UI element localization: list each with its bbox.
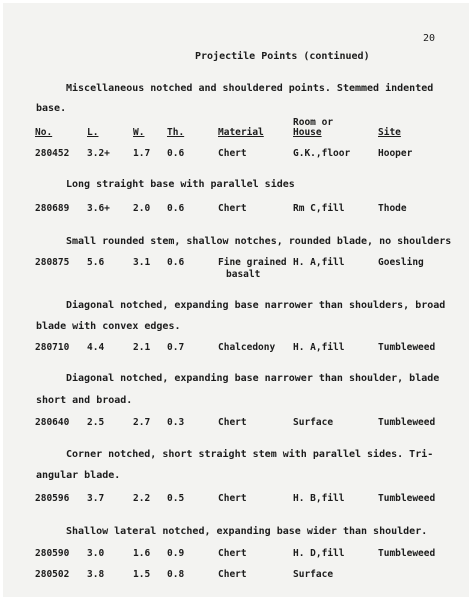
table-row-2-length: 5.6 <box>87 257 105 268</box>
table-row-2-material: Fine grained <box>218 257 287 268</box>
description-4-line-2: short and broad. <box>36 395 133 406</box>
description-4-line-1: Diagonal notched, expanding base narrower than shoulder, blade <box>66 373 440 384</box>
description-6-line-1: Shallow lateral notched, expanding base wider than shoulder. <box>66 526 428 537</box>
table-row-3-material: Chalcedony <box>218 342 276 353</box>
table-row-1-room: Rm C,fill <box>293 203 345 214</box>
table-row-2-site: Goesling <box>378 257 424 268</box>
description-5-line-2: angular blade. <box>36 470 121 481</box>
table-row-1-thickness: 0.6 <box>167 203 185 214</box>
table-row-3-room: H. A,fill <box>293 342 345 353</box>
table-row-5-length: 3.7 <box>87 493 105 504</box>
header-material: Material <box>218 127 264 138</box>
table-row-5-width: 2.2 <box>133 493 151 504</box>
table-row-1-width: 2.0 <box>133 203 151 214</box>
table-row-4-site: Tumbleweed <box>378 417 436 428</box>
table-row-2-thickness: 0.6 <box>167 257 185 268</box>
table-row-7-material: Chert <box>218 569 247 580</box>
table-row-1-site: Thode <box>378 203 407 214</box>
description-1-line-1: Long straight base with parallel sides <box>66 179 295 190</box>
table-row-6-room: H. D,fill <box>293 548 345 559</box>
table-row-3-width: 2.1 <box>133 342 151 353</box>
table-row-1-no: 280689 <box>35 203 70 214</box>
table-row-2-room: H. A,fill <box>293 257 345 268</box>
table-row-7-length: 3.8 <box>87 569 105 580</box>
header-room-line-1: Room or <box>293 117 334 128</box>
table-row-7-no: 280502 <box>35 569 70 580</box>
table-row-4-width: 2.7 <box>133 417 151 428</box>
table-row-7-width: 1.5 <box>133 569 151 580</box>
table-row-4-length: 2.5 <box>87 417 105 428</box>
intro-line-2: base. <box>36 103 67 114</box>
table-row-2-no: 280875 <box>35 257 70 268</box>
table-row-5-thickness: 0.5 <box>167 493 185 504</box>
table-row-0-thickness: 0.6 <box>167 148 185 159</box>
table-row-0-site: Hooper <box>378 148 413 159</box>
table-row-3-length: 4.4 <box>87 342 105 353</box>
table-row-7-room: Surface <box>293 569 334 580</box>
table-row-5-no: 280596 <box>35 493 70 504</box>
document-page <box>3 3 469 597</box>
page-number: 20 <box>423 33 436 44</box>
table-row-2-material-line-2: basalt <box>226 269 261 280</box>
description-5-line-1: Corner notched, short straight stem with parallel sides. Tri- <box>66 449 434 460</box>
table-row-6-no: 280590 <box>35 548 70 559</box>
table-row-6-thickness: 0.9 <box>167 548 185 559</box>
header-width: W. <box>133 127 145 138</box>
table-row-5-site: Tumbleweed <box>378 493 436 504</box>
table-row-1-length: 3.6+ <box>87 203 110 214</box>
table-row-4-room: Surface <box>293 417 334 428</box>
table-row-4-thickness: 0.3 <box>167 417 185 428</box>
table-row-4-no: 280640 <box>35 417 70 428</box>
table-row-0-no: 280452 <box>35 148 70 159</box>
header-no: No. <box>35 127 53 138</box>
header-length: L. <box>87 127 99 138</box>
description-3-line-2: blade with convex edges. <box>36 321 181 332</box>
table-row-4-material: Chert <box>218 417 247 428</box>
header-site: Site <box>378 127 401 138</box>
table-row-6-site: Tumbleweed <box>378 548 436 559</box>
table-row-0-length: 3.2+ <box>87 148 110 159</box>
table-row-1-material: Chert <box>218 203 247 214</box>
header-thickness: Th. <box>167 127 185 138</box>
table-row-5-material: Chert <box>218 493 247 504</box>
table-row-3-thickness: 0.7 <box>167 342 185 353</box>
page-title: Projectile Points (continued) <box>195 51 370 62</box>
table-row-0-width: 1.7 <box>133 148 151 159</box>
table-row-2-width: 3.1 <box>133 257 151 268</box>
table-row-5-room: H. B,fill <box>293 493 345 504</box>
table-row-3-no: 280710 <box>35 342 70 353</box>
description-3-line-1: Diagonal notched, expanding base narrower than shoulders, broad <box>66 300 446 311</box>
table-row-0-material: Chert <box>218 148 247 159</box>
table-row-6-material: Chert <box>218 548 247 559</box>
table-row-0-room: G.K.,floor <box>293 148 351 159</box>
table-row-6-length: 3.0 <box>87 548 105 559</box>
table-row-7-thickness: 0.8 <box>167 569 185 580</box>
description-2-line-1: Small rounded stem, shallow notches, rounded blade, no shoulders <box>66 236 452 247</box>
header-room-line-2: House <box>293 127 322 138</box>
table-row-3-site: Tumbleweed <box>378 342 436 353</box>
table-row-6-width: 1.6 <box>133 548 151 559</box>
intro-line-1: Miscellaneous notched and shouldered points. Stemmed indented <box>66 83 434 94</box>
